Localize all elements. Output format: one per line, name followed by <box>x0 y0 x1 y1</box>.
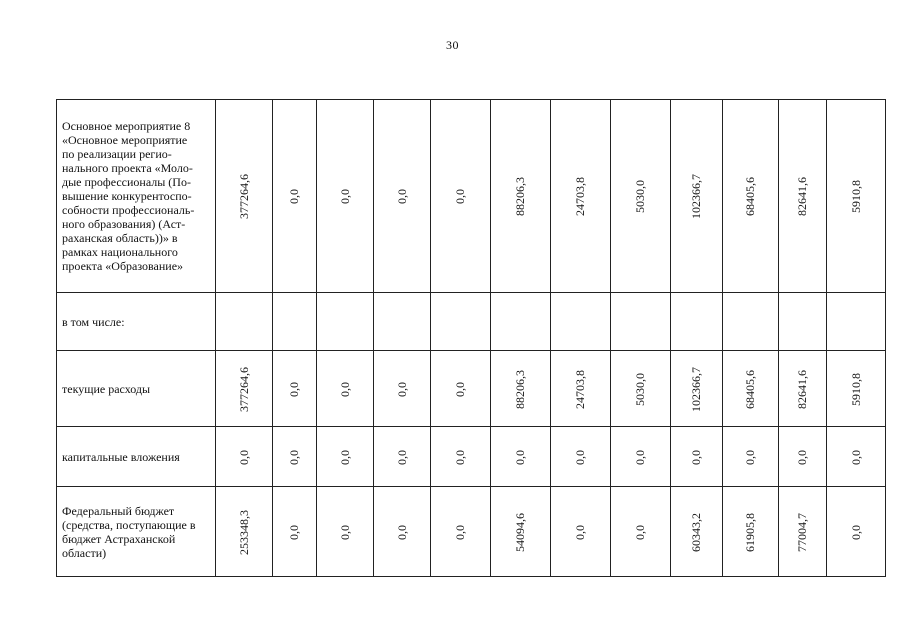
cell-value: 0,0 <box>573 449 587 465</box>
value-cell <box>431 427 491 487</box>
value-cell <box>779 351 827 427</box>
cell-value: 377264,6 <box>236 366 251 412</box>
cell-value: 0,0 <box>337 449 352 465</box>
cell-value: 68405,6 <box>743 369 757 409</box>
cell-value: 0,0 <box>743 449 757 465</box>
value-cell <box>374 351 431 427</box>
value-cell <box>671 487 723 577</box>
cell-value: 0,0 <box>453 524 467 540</box>
value-cell <box>317 487 374 577</box>
value-cell <box>273 487 317 577</box>
value-cell <box>431 351 491 427</box>
table-row <box>57 487 886 577</box>
cell-value: 377264,6 <box>236 174 251 219</box>
value-cell <box>827 351 886 427</box>
cell-value: 0,0 <box>848 524 863 540</box>
cell-value: 0,0 <box>453 449 467 465</box>
value-cell <box>827 487 886 577</box>
value-cell <box>273 427 317 487</box>
value-cell <box>273 100 317 293</box>
row-label-cell <box>57 293 216 351</box>
cell-value: 0,0 <box>513 449 527 465</box>
value-cell <box>723 427 779 487</box>
value-cell <box>723 487 779 577</box>
value-cell <box>551 487 611 577</box>
value-cell <box>317 100 374 293</box>
value-cell <box>374 100 431 293</box>
cell-value: 88206,3 <box>513 369 527 409</box>
value-cell <box>827 100 886 293</box>
row-label: текущие расходы <box>62 381 151 396</box>
cell-value: 102366,7 <box>689 174 703 219</box>
value-cell <box>611 293 671 351</box>
cell-value: 5910,8 <box>848 180 863 213</box>
cell-value: 82641,6 <box>795 177 809 216</box>
value-cell <box>491 351 551 427</box>
row-label: в том числе: <box>62 314 125 329</box>
cell-value: 0,0 <box>287 381 301 397</box>
value-cell <box>723 100 779 293</box>
value-cell <box>779 427 827 487</box>
value-cell <box>374 427 431 487</box>
cell-value: 5910,8 <box>848 372 863 406</box>
value-cell <box>611 427 671 487</box>
value-cell <box>374 293 431 351</box>
value-cell <box>491 100 551 293</box>
value-cell <box>216 351 273 427</box>
value-cell <box>491 487 551 577</box>
value-cell <box>431 293 491 351</box>
cell-value: 0,0 <box>633 524 647 540</box>
value-cell <box>827 293 886 351</box>
cell-value: 77004,7 <box>795 512 809 552</box>
value-cell <box>723 293 779 351</box>
cell-value: 24703,8 <box>573 369 587 409</box>
table-row <box>57 351 886 427</box>
cell-value: 0,0 <box>287 449 301 465</box>
cell-value: 82641,6 <box>795 369 809 409</box>
value-cell <box>216 487 273 577</box>
cell-value: 24703,8 <box>573 177 587 216</box>
value-cell <box>317 293 374 351</box>
value-cell <box>551 100 611 293</box>
cell-value: 0,0 <box>287 189 301 204</box>
value-cell <box>216 293 273 351</box>
row-label-cell <box>57 351 216 427</box>
value-cell <box>216 427 273 487</box>
cell-value: 60343,2 <box>689 512 703 552</box>
value-cell <box>374 487 431 577</box>
value-cell <box>779 487 827 577</box>
value-cell <box>611 100 671 293</box>
cell-value: 0,0 <box>394 381 409 397</box>
value-cell <box>551 351 611 427</box>
value-cell <box>273 293 317 351</box>
value-cell <box>317 427 374 487</box>
value-cell <box>723 351 779 427</box>
value-cell <box>671 427 723 487</box>
cell-value: 54094,6 <box>513 512 527 552</box>
value-cell <box>671 100 723 293</box>
cell-value: 0,0 <box>795 449 809 465</box>
cell-value: 0,0 <box>848 449 863 465</box>
cell-value: 0,0 <box>453 189 467 204</box>
row-label-cell <box>57 100 216 293</box>
cell-value: 0,0 <box>453 381 467 397</box>
cell-value: 0,0 <box>236 449 251 465</box>
cell-value: 0,0 <box>573 524 587 540</box>
value-cell <box>779 293 827 351</box>
budget-table <box>56 99 886 577</box>
row-label-cell <box>57 487 216 577</box>
value-cell <box>551 427 611 487</box>
cell-value: 5030,0 <box>633 372 647 406</box>
cell-value: 0,0 <box>394 524 409 540</box>
value-cell <box>611 487 671 577</box>
cell-value: 102366,7 <box>689 366 703 412</box>
row-label: Основное мероприятие 8 «Основное мероприятие по реализации регио- нального проекта «Моло- дые профессионалы (По- вышение конкурентоспо- собности профессиональ- ного образования) (Аст- раханская область))» в рамках национального проекта «Образование» <box>62 119 195 273</box>
value-cell <box>431 487 491 577</box>
cell-value: 0,0 <box>689 449 703 465</box>
value-cell <box>431 100 491 293</box>
row-label: Федеральный бюджет (средства, поступающие в бюджет Астраханской области) <box>62 503 196 560</box>
cell-value: 68405,6 <box>743 177 757 216</box>
cell-value: 0,0 <box>633 449 647 465</box>
table-row <box>57 293 886 351</box>
cell-value: 88206,3 <box>513 177 527 216</box>
cell-value: 0,0 <box>394 189 409 204</box>
table-row <box>57 427 886 487</box>
row-label: капитальные вложения <box>62 449 180 464</box>
page-number: 30 <box>446 38 459 52</box>
value-cell <box>273 351 317 427</box>
table-row <box>57 100 886 293</box>
value-cell <box>779 100 827 293</box>
value-cell <box>216 100 273 293</box>
value-cell <box>491 427 551 487</box>
cell-value: 0,0 <box>394 449 409 465</box>
value-cell <box>551 293 611 351</box>
cell-value: 0,0 <box>337 189 352 204</box>
value-cell <box>611 351 671 427</box>
row-label-cell <box>57 427 216 487</box>
value-cell <box>671 351 723 427</box>
cell-value: 0,0 <box>287 524 301 540</box>
value-cell <box>671 293 723 351</box>
cell-value: 5030,0 <box>633 180 647 213</box>
cell-value: 0,0 <box>337 524 352 540</box>
cell-value: 61905,8 <box>743 512 757 552</box>
cell-value: 253348,3 <box>236 509 251 555</box>
value-cell <box>317 351 374 427</box>
value-cell <box>491 293 551 351</box>
cell-value: 0,0 <box>337 381 352 397</box>
value-cell <box>827 427 886 487</box>
